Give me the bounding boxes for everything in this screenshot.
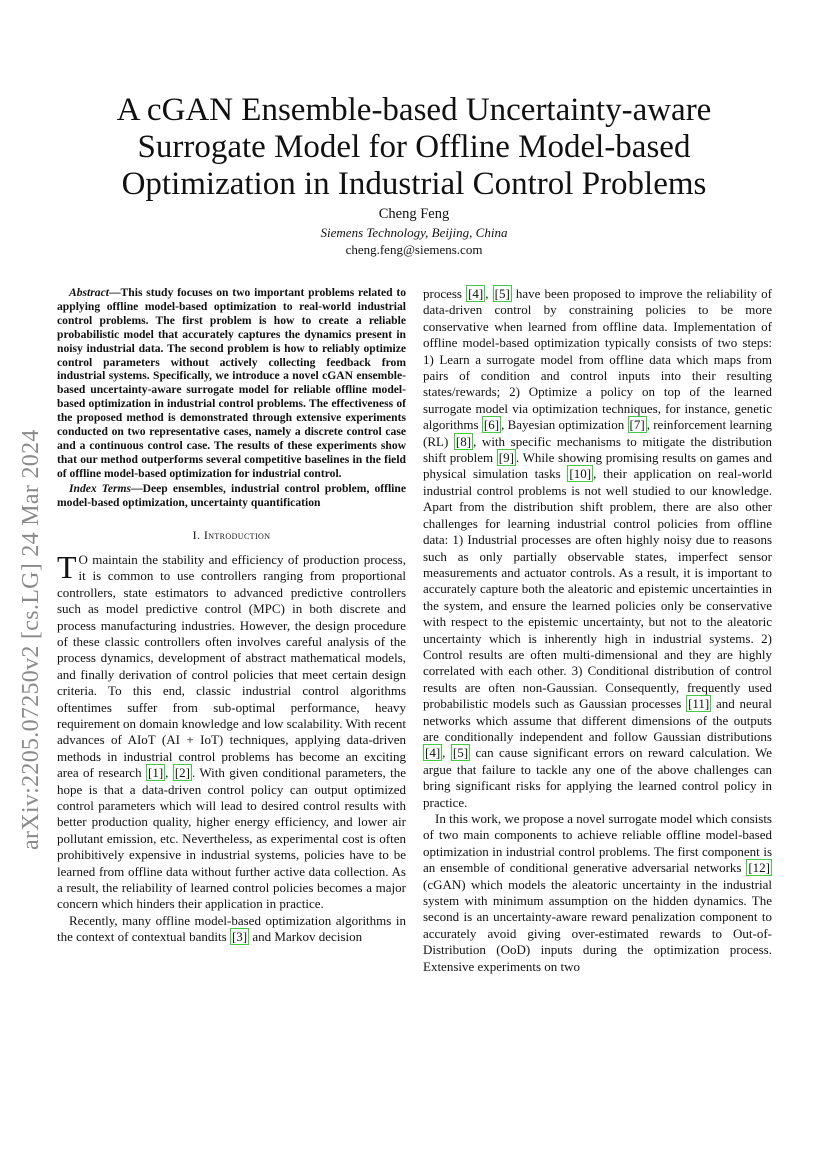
abstract-text: This study focuses on two important problems related to applying offline model-based optimization to real-world industrial control problems. The first problem is how to create a reliable probabilistic model that accurately captures the dynamics present in noisy industrial data. The second problem is how to reliably optimize control parameters without actively collecting feedback from industrial systems. Specifically, we introduce a novel cGAN ensemble-based uncertainty-aware surrogate model for reliable offline model-based optimization in industrial control problems. The effectiveness of the proposed method is demonstrated through extensive experiments conducted on two representative cases, namely a discrete control case and a continuous control case. The results of these experiments show that our method outperforms several competitive baselines in the field of offline model-based optimization for industrial control. bbox=[57, 286, 406, 480]
citation-link[interactable]: [5] bbox=[494, 286, 510, 301]
body-text: In this work, we propose a novel surrogate model which consists of two main components to achieve reliable offline model-based optimization in industrial control problems. The first component is an ensemble of conditional generative adversarial networks bbox=[423, 811, 772, 876]
author-name: Cheng Feng bbox=[378, 206, 450, 222]
index-terms-text: Deep ensembles, industrial control problem, offline model-based optimization, uncertainty quantification bbox=[57, 481, 406, 509]
intro-text: . With given conditional parameters, the hope is that a data-driven control policy can output optimized control parameters which will lead to desired control results with better production quality, higher energy efficiency, and lower air pollutant emission, etc. Nevertheless, as experimental cost is often prohibitively expensive in industrial systems, policies have to be learned from offline data without further active data collection. As a result, the reliability of learned control policies becomes a major concern which hinders their application in practice. bbox=[57, 765, 407, 912]
intro-paragraph-4 bbox=[423, 811, 772, 975]
index-terms-dash: — bbox=[131, 481, 143, 495]
left-column bbox=[57, 286, 406, 946]
section-heading bbox=[57, 527, 406, 543]
citation-link[interactable]: [5] bbox=[452, 745, 469, 761]
intro-text: , bbox=[165, 765, 173, 781]
citation-link[interactable]: [4] bbox=[425, 745, 441, 761]
intro-paragraph-2 bbox=[57, 913, 406, 946]
right-column bbox=[423, 286, 772, 975]
paper-title bbox=[60, 92, 768, 203]
citation-link[interactable]: [4] bbox=[468, 286, 484, 301]
drop-cap: T bbox=[57, 548, 77, 585]
citation-link[interactable]: [2] bbox=[174, 765, 190, 781]
body-text: , with specific mechanisms to mitigate the distribution shift problem bbox=[423, 433, 772, 466]
intro-paragraph-1 bbox=[57, 548, 407, 913]
body-text: and neural networks which assume that different dimensions of the outputs are conditionally independent and follow Gaussian distributions bbox=[423, 696, 772, 744]
body-text: , reinforcement learning (RL) bbox=[423, 417, 772, 449]
body-text: , Bayesian optimization bbox=[501, 417, 628, 433]
arxiv-stamp[interactable]: arXiv:2205.07250v2 [cs.LG] 24 Mar 2024 bbox=[18, 429, 44, 850]
intro-text: O maintain the stability and efficiency of production process, it is common to use controllers ranging from proportional controllers, state estimators to advanced predictive controllers such as model predictive control (MPC) in both discrete and process manufacturing industries. However, the design procedure of these classic controllers often involves careful analysis of the process dynamics, development of abstract mathematical models, and finally derivation of control policies that meet certain design criteria. To this end, classic industrial control algorithms oftentimes suffer from sub-optimal performance, heavy requirement on domain knowledge and low scalability. With recent advances of AIoT (AI + IoT) techniques, applying data-driven methods in industrial control problems has become an exciting area of research bbox=[57, 551, 406, 781]
body-text: (cGAN) which models the aleatoric uncertainty in the industrial system with minimum assumption on the hidden dynamics. The second is an uncertainty-aware reward penalization component to accurately avoid giving over-estimated rewards to Out-of-Distribution (OoD) inputs during the optimization process. Extensive experiments on two bbox=[423, 876, 772, 974]
citation-link[interactable]: [10] bbox=[569, 466, 592, 482]
body-text: can cause significant errors on reward calculation. We argue that failure to tackle any one of the above challenges can bring significant risks for applying the learned control policy in practice. bbox=[423, 745, 772, 810]
citation-link[interactable]: [9] bbox=[498, 450, 514, 466]
citation-link[interactable]: [6] bbox=[483, 417, 500, 433]
section-number: I. bbox=[192, 527, 204, 542]
abstract-label: Abstract bbox=[69, 286, 109, 299]
body-text: have been proposed to improve the reliability of data-driven control by constraining policies to be more conservative when learned from offline data. Implementation of offline model-based optimization typically consists of two steps: 1) Learn a surrogate model from offline data which maps from pairs of condition and control inputs into their resulting states/rewards; 2) Optimize a policy on top of the learned surrogate model via optimization techniques, for instance, genetic algorithms bbox=[423, 286, 772, 433]
citation-link[interactable]: [8] bbox=[455, 433, 472, 449]
intro-paragraph-3 bbox=[423, 286, 772, 811]
intro-text: and Markov decision bbox=[249, 929, 363, 945]
title-line: A cGAN Ensemble-based Uncertainty-aware bbox=[116, 92, 712, 129]
section-title: Introduction bbox=[203, 527, 271, 542]
body-text: , bbox=[485, 286, 493, 301]
intro-text: Recently, many offline model-based optimization algorithms in the context of contextual bandits bbox=[57, 912, 406, 945]
author-email[interactable]: cheng.feng@siemens.com bbox=[345, 242, 483, 257]
body-text: process bbox=[423, 286, 467, 301]
abstract-dash: — bbox=[108, 286, 121, 299]
citation-link[interactable]: [3] bbox=[231, 929, 248, 945]
body-text: , bbox=[442, 745, 451, 761]
title-line: Surrogate Model for Offline Model-based bbox=[137, 129, 691, 166]
abstract bbox=[57, 286, 406, 481]
body-text: , their application on real-world industrial control problems is not well studied to our knowledge. Apart from the distribution shift problem, there are also other challenges for learning industrial control policies from offline data: 1) Industrial processes are often highly noisy due to reasons such as only partially observable states, imperfect sensor measurements and actuator controls. As a result, it is important to accurately capture both the aleatoric and epistemic uncertainties in the system, and ensure the learned policies only be conservative with respect to the epistemic uncertainty, but not to the aleatoric uncertainty which is inherently high in industrial systems. 2) Control results are often multi-dimensional and they are highly correlated with each other. 3) Conditional distribution of control results are often non-Gaussian. Consequently, frequently used probabilistic models such as Gaussian processes bbox=[423, 466, 772, 712]
index-terms-label: Index Terms bbox=[69, 481, 132, 495]
citation-link[interactable]: [7] bbox=[629, 417, 645, 433]
title-line: Optimization in Industrial Control Problems bbox=[121, 166, 707, 203]
citation-link[interactable]: [12] bbox=[748, 860, 770, 876]
body-text: . While showing promising results on games and physical simulation tasks bbox=[423, 450, 772, 482]
index-terms bbox=[57, 482, 406, 510]
citation-link[interactable]: [1] bbox=[147, 765, 164, 781]
author-affiliation: Siemens Technology, Beijing, China bbox=[320, 225, 508, 240]
citation-link[interactable]: [11] bbox=[688, 696, 710, 712]
